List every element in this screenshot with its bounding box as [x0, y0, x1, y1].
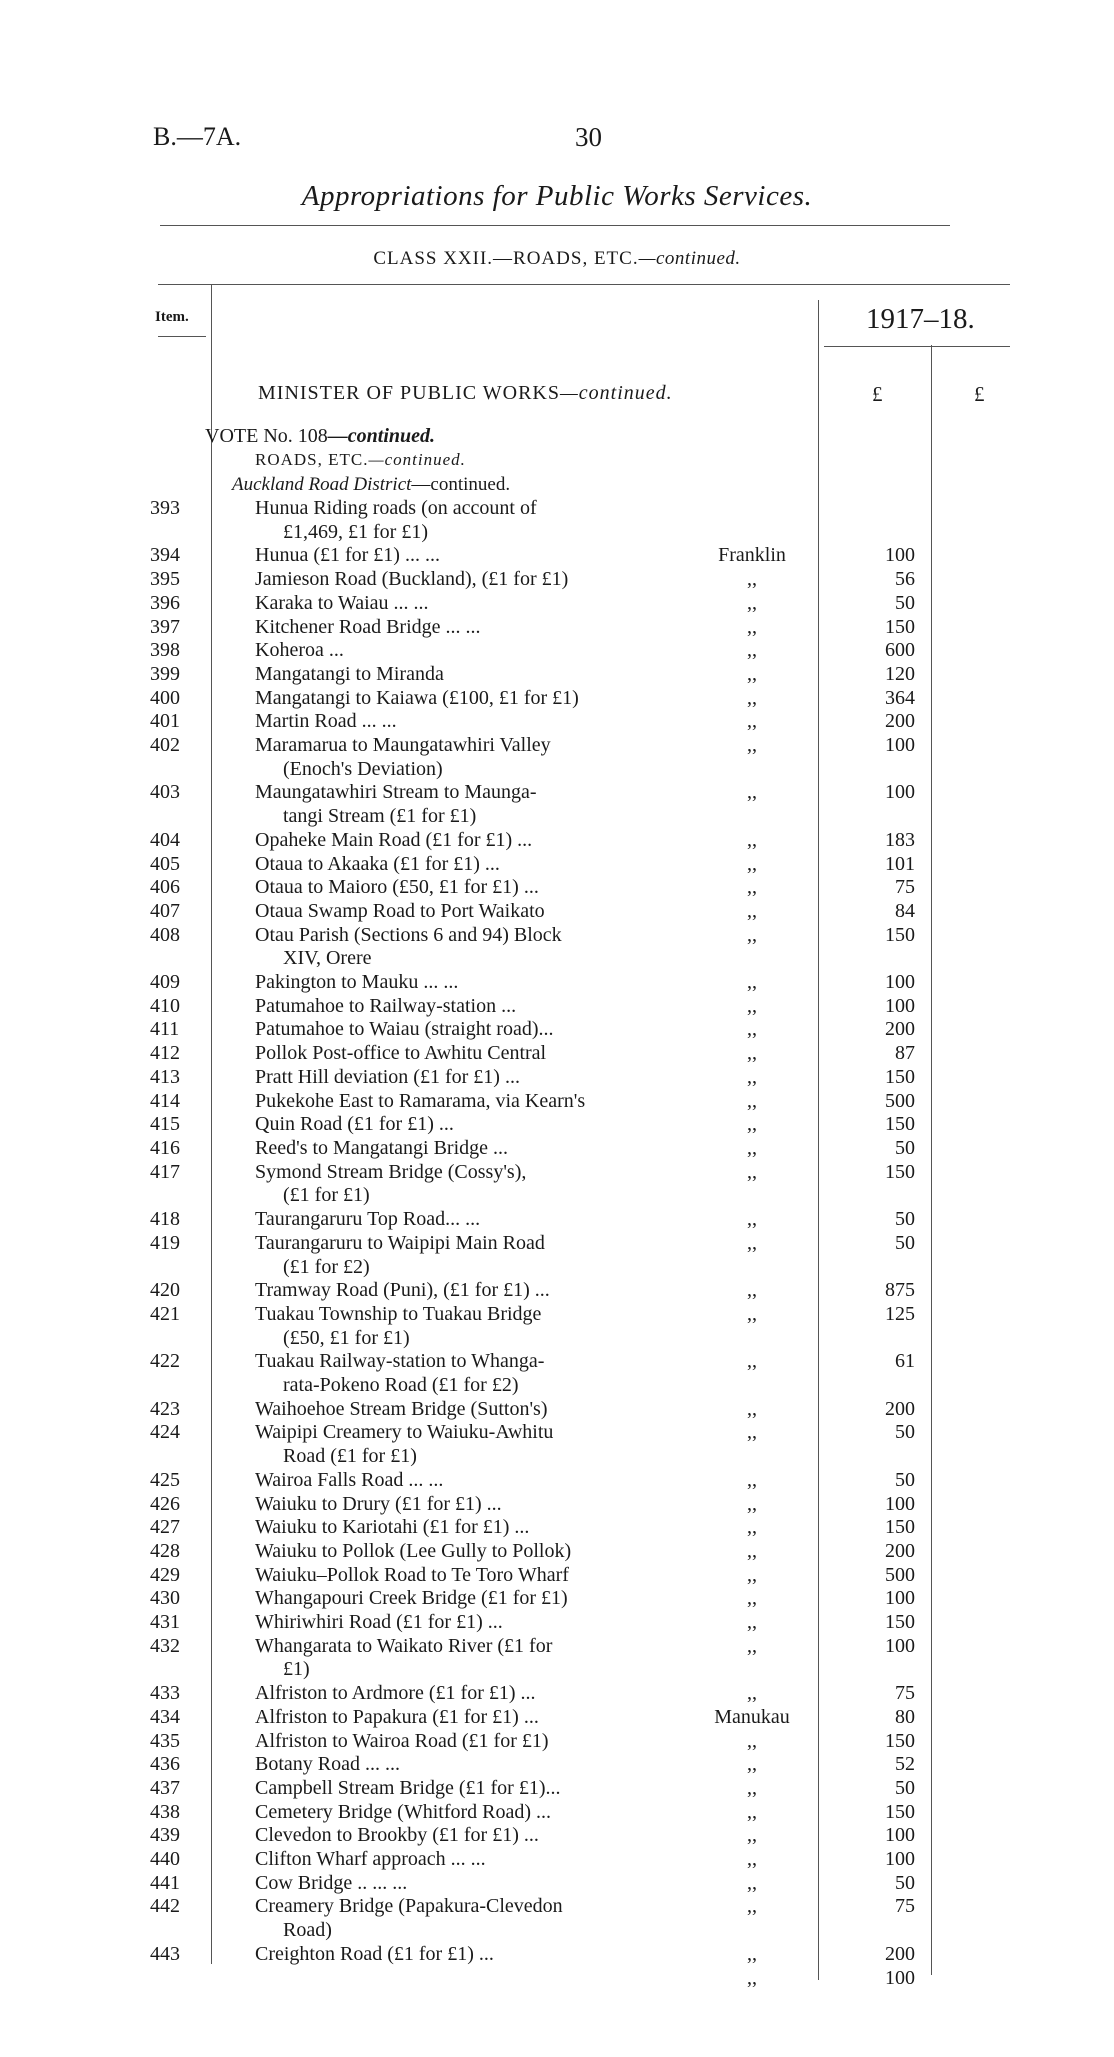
item-number: 410: [150, 994, 180, 1017]
description-line-1: Pollok Post-office to Awhitu Central: [255, 1042, 547, 1065]
description-line-1: Clevedon to Brookby (£1 for £1) ...: [255, 1824, 539, 1847]
item-locality: ,,: [747, 828, 757, 851]
rule-year-under: [824, 346, 1010, 347]
item-number: 443: [150, 1942, 180, 1965]
item-number: 404: [150, 828, 180, 851]
item-locality: ,,: [747, 1492, 757, 1515]
description-line-1: Patumahoe to Waiau (straight road)...: [255, 1018, 554, 1041]
item-locality: ,,: [747, 1539, 757, 1562]
description-line-2: Road (£1 for £1): [283, 1445, 417, 1468]
item-locality: ,,: [747, 1563, 757, 1586]
description-line-1: Waiuku to Kariotahi (£1 for £1) ...: [255, 1516, 530, 1539]
item-description: [255, 995, 665, 1019]
item-number: 420: [150, 1279, 180, 1302]
roads-heading: [255, 450, 466, 470]
description-line-1: Maungatawhiri Stream to Maunga-: [255, 781, 537, 804]
item-locality: ,,: [747, 1089, 757, 1112]
minister-heading-continued: —continued.: [560, 382, 673, 404]
item-number: 406: [150, 876, 180, 899]
item-locality: ,,: [747, 1208, 757, 1231]
pound-header-1: £: [872, 382, 883, 406]
description-line-1: Karaka to Waiau ... ...: [255, 591, 429, 614]
item-number: 423: [150, 1397, 180, 1420]
item-locality: ,,: [747, 876, 757, 899]
description-line-1: Whiriwhiri Road (£1 for £1) ...: [255, 1611, 503, 1634]
item-description: [255, 1137, 665, 1161]
description-line-1: Creamery Bridge (Papakura-Clevedon: [255, 1895, 563, 1918]
description-line-1: Tuakau Railway-station to Whanga-: [255, 1350, 545, 1373]
item-description: [255, 1848, 665, 1872]
item-number: 402: [150, 734, 180, 757]
description-line-1: Campbell Stream Bridge (£1 for £1)...: [255, 1776, 561, 1799]
item-locality: ,,: [747, 1397, 757, 1420]
item-number: 441: [150, 1871, 180, 1894]
item-number: 398: [150, 639, 180, 662]
item-number: 431: [150, 1611, 180, 1634]
item-number: 408: [150, 923, 180, 946]
item-number: 429: [150, 1563, 180, 1586]
item-locality: ,,: [747, 1231, 757, 1254]
item-description: [255, 1872, 665, 1896]
rule-header-top: [158, 284, 1010, 285]
item-locality: ,,: [747, 1895, 757, 1918]
description-line-1: Maramarua to Maungatawhiri Valley: [255, 734, 551, 757]
item-description: [255, 1161, 665, 1208]
item-locality: Manukau: [714, 1705, 790, 1728]
item-number: 419: [150, 1231, 180, 1254]
item-amount: 100: [885, 1824, 915, 1847]
description-line-1: Mangatangi to Miranda: [255, 662, 444, 685]
description-line-1: Tramway Road (Puni), (£1 for £1) ...: [255, 1279, 550, 1302]
description-line-1: Creighton Road (£1 for £1) ...: [255, 1942, 494, 1965]
item-description: [255, 1730, 665, 1754]
vote-heading-text: VOTE No. 108: [205, 425, 328, 447]
item-amount: 150: [885, 615, 915, 638]
item-locality: ,,: [747, 1516, 757, 1539]
item-description: [255, 1090, 665, 1114]
description-line-1: Pakington to Mauku ... ...: [255, 971, 459, 994]
item-description: [255, 1018, 665, 1042]
item-description: [255, 876, 665, 900]
item-number: 442: [150, 1895, 180, 1918]
item-locality: ,,: [747, 568, 757, 591]
item-amount: 50: [895, 1208, 915, 1231]
item-description: [255, 544, 665, 568]
description-line-1: Alfriston to Wairoa Road (£1 for £1): [255, 1729, 549, 1752]
item-description: [255, 1706, 665, 1730]
description-line-1: Otaua to Maioro (£50, £1 for £1) ...: [255, 876, 539, 899]
description-line-1: Symond Stream Bridge (Cossy's),: [255, 1160, 527, 1183]
item-number: 432: [150, 1634, 180, 1657]
item-amount: 150: [885, 1160, 915, 1183]
description-line-1: Waihoehoe Stream Bridge (Sutton's): [255, 1397, 548, 1420]
item-locality: ,,: [747, 852, 757, 875]
item-locality: ,,: [747, 1302, 757, 1325]
item-description: [255, 734, 665, 781]
item-amount: 100: [885, 734, 915, 757]
description-line-1: Whangapouri Creek Bridge (£1 for £1): [255, 1587, 568, 1610]
description-line-2: rata-Pokeno Road (£1 for £2): [283, 1374, 519, 1397]
item-amount: 200: [885, 1397, 915, 1420]
item-amount: 87: [895, 1042, 915, 1065]
item-description: [255, 1398, 665, 1422]
item-description: [255, 1635, 665, 1682]
item-locality: ,,: [747, 1421, 757, 1444]
item-description: [255, 1469, 665, 1493]
item-description: [255, 1113, 665, 1137]
description-line-1: Alfriston to Ardmore (£1 for £1) ...: [255, 1682, 536, 1705]
description-line-1: Waiuku–Pollok Road to Te Toro Wharf: [255, 1563, 569, 1586]
item-amount: 100: [885, 544, 915, 567]
item-number: 401: [150, 710, 180, 733]
description-line-2: (£1 for £2): [283, 1255, 370, 1278]
item-amount: 150: [885, 1516, 915, 1539]
item-description: [255, 829, 665, 853]
vote-heading-continued: —continued.: [327, 425, 436, 447]
description-line-1: Cow Bridge .. ... ...: [255, 1871, 408, 1894]
item-amount: 200: [885, 1539, 915, 1562]
item-description: [255, 1682, 665, 1706]
item-description: [255, 568, 665, 592]
item-amount: 200: [885, 1018, 915, 1041]
description-line-1: Tuakau Township to Tuakau Bridge: [255, 1302, 542, 1325]
description-line-1: Taurangaruru Top Road... ...: [255, 1208, 481, 1231]
item-amount: 150: [885, 1113, 915, 1136]
item-description: [255, 592, 665, 616]
item-number: 403: [150, 781, 180, 804]
year-column-header: 1917–18.: [866, 303, 975, 335]
item-amount: 80: [895, 1705, 915, 1728]
item-locality: ,,: [747, 1160, 757, 1183]
item-locality: ,,: [747, 1848, 757, 1871]
description-line-1: Waipipi Creamery to Waiuku-Awhitu: [255, 1421, 554, 1444]
description-line-1: Martin Road ... ...: [255, 710, 397, 733]
description-line-1: Waiuku to Pollok (Lee Gully to Pollok): [255, 1539, 572, 1562]
item-number: 440: [150, 1848, 180, 1871]
item-description: [255, 1753, 665, 1777]
item-amount: 500: [885, 1563, 915, 1586]
item-locality: ,,: [747, 591, 757, 614]
item-description: [255, 1824, 665, 1848]
description-line-1: Koheroa ...: [255, 639, 344, 662]
item-amount: 100: [885, 1966, 915, 1989]
item-number: 395: [150, 568, 180, 591]
item-locality: ,,: [747, 686, 757, 709]
item-number: 416: [150, 1136, 180, 1159]
item-locality: ,,: [747, 1776, 757, 1799]
item-locality: ,,: [747, 781, 757, 804]
item-description: [255, 1516, 665, 1540]
item-description: [255, 663, 665, 687]
description-line-2: £1,469, £1 for £1): [283, 520, 428, 543]
item-amount: 52: [895, 1753, 915, 1776]
description-line-2: (£1 for £1): [283, 1184, 370, 1207]
item-description: [255, 971, 665, 995]
item-number: 399: [150, 662, 180, 685]
item-number: 412: [150, 1042, 180, 1065]
item-locality: ,,: [747, 615, 757, 638]
item-description: [255, 1895, 665, 1942]
description-line-1: Cemetery Bridge (Whitford Road) ...: [255, 1800, 552, 1823]
item-description: [255, 853, 665, 877]
item-locality: ,,: [747, 710, 757, 733]
item-locality: Franklin: [718, 544, 786, 567]
item-number: 427: [150, 1516, 180, 1539]
item-number: 435: [150, 1729, 180, 1752]
description-line-1: Jamieson Road (Buckland), (£1 for £1): [255, 568, 569, 591]
item-description: [255, 1279, 665, 1303]
item-description: [255, 1493, 665, 1517]
item-amount: 150: [885, 923, 915, 946]
item-number: 400: [150, 686, 180, 709]
item-locality: ,,: [747, 639, 757, 662]
item-amount: 150: [885, 1729, 915, 1752]
minister-heading: [258, 382, 673, 405]
item-description: [255, 1303, 665, 1350]
rule-top: [160, 225, 950, 226]
item-number: 415: [150, 1113, 180, 1136]
item-description: [255, 1421, 665, 1468]
description-line-1: Pratt Hill deviation (£1 for £1) ...: [255, 1065, 520, 1088]
description-line-1: Mangatangi to Kaiawa (£100, £1 for £1): [255, 686, 579, 709]
item-locality: ,,: [747, 1824, 757, 1847]
item-amount: 100: [885, 1848, 915, 1871]
item-locality: ,,: [747, 1136, 757, 1159]
item-description: [255, 687, 665, 711]
item-description: [255, 497, 665, 544]
description-line-2: (Enoch's Deviation): [283, 757, 443, 780]
vote-heading: [205, 425, 435, 448]
item-locality: ,,: [747, 1065, 757, 1088]
item-number: 433: [150, 1682, 180, 1705]
item-description: [255, 1540, 665, 1564]
appropriations-table: [0, 497, 1114, 1989]
item-locality: ,,: [747, 734, 757, 757]
item-number: 405: [150, 852, 180, 875]
item-amount: 50: [895, 1871, 915, 1894]
description-line-2: (£50, £1 for £1): [283, 1326, 410, 1349]
item-locality: ,,: [747, 1942, 757, 1965]
item-amount: 75: [895, 876, 915, 899]
item-description: [255, 639, 665, 663]
item-number: 437: [150, 1776, 180, 1799]
description-line-1: Patumahoe to Railway-station ...: [255, 994, 517, 1017]
item-locality: ,,: [747, 1113, 757, 1136]
item-number: 407: [150, 899, 180, 922]
item-number: 418: [150, 1208, 180, 1231]
description-line-1: Otaua to Akaaka (£1 for £1) ...: [255, 852, 500, 875]
item-amount: 101: [885, 852, 915, 875]
page-number: 30: [575, 122, 602, 152]
item-locality: ,,: [747, 1611, 757, 1634]
item-amount: 150: [885, 1611, 915, 1634]
item-amount: 84: [895, 899, 915, 922]
description-line-1: Hunua (£1 for £1) ... ...: [255, 544, 440, 567]
item-number: 438: [150, 1800, 180, 1823]
item-number: 411: [150, 1018, 180, 1041]
item-description: [255, 710, 665, 734]
item-number: 397: [150, 615, 180, 638]
item-number: 393: [150, 497, 180, 519]
item-amount: 61: [895, 1350, 915, 1373]
item-amount: 50: [895, 591, 915, 614]
description-line-1: Alfriston to Papakura (£1 for £1) ...: [255, 1705, 539, 1728]
district-heading-text: Auckland Road District: [232, 474, 412, 495]
item-locality: ,,: [747, 923, 757, 946]
item-amount: 50: [895, 1136, 915, 1159]
item-locality: ,,: [747, 1279, 757, 1302]
item-number: 426: [150, 1492, 180, 1515]
item-number: 422: [150, 1350, 180, 1373]
item-description: [255, 1611, 665, 1635]
item-description: [255, 1564, 665, 1588]
description-line-1: Pukekohe East to Ramarama, via Kearn's: [255, 1089, 586, 1112]
item-locality: ,,: [747, 1729, 757, 1752]
description-line-2: £1): [283, 1658, 310, 1681]
item-amount: 875: [885, 1279, 915, 1302]
description-line-1: Waiuku to Drury (£1 for £1) ...: [255, 1492, 502, 1515]
item-amount: 50: [895, 1776, 915, 1799]
item-column-header: Item.: [155, 309, 189, 325]
document-reference: B.—7A.: [153, 122, 242, 151]
item-amount: 100: [885, 994, 915, 1017]
item-amount: 56: [895, 568, 915, 591]
description-line-1: Opaheke Main Road (£1 for £1) ...: [255, 828, 533, 851]
item-amount: 600: [885, 639, 915, 662]
description-line-2: XIV, Orere: [283, 947, 372, 970]
description-line-1: Taurangaruru to Waipipi Main Road: [255, 1231, 545, 1254]
item-number: 436: [150, 1753, 180, 1776]
description-line-1: Wairoa Falls Road ... ...: [255, 1468, 444, 1491]
item-locality: ,,: [747, 994, 757, 1017]
item-number: 414: [150, 1089, 180, 1112]
item-amount: 200: [885, 1942, 915, 1965]
district-heading-continued: —continued.: [411, 474, 511, 495]
item-amount: 100: [885, 971, 915, 994]
item-number: 413: [150, 1065, 180, 1088]
item-number: 396: [150, 591, 180, 614]
item-amount: 200: [885, 710, 915, 733]
description-line-1: Clifton Wharf approach ... ...: [255, 1848, 486, 1871]
description-line-1: Reed's to Mangatangi Bridge ...: [255, 1136, 508, 1159]
item-amount: 100: [885, 1492, 915, 1515]
item-description: [255, 1943, 665, 1967]
item-locality: ,,: [747, 1966, 757, 1989]
roads-heading-continued: —continued.: [368, 450, 466, 469]
item-description: [255, 1801, 665, 1825]
item-amount: 150: [885, 1800, 915, 1823]
description-line-2: Road): [283, 1919, 332, 1942]
item-amount: 364: [885, 686, 915, 709]
description-line-1: Kitchener Road Bridge ... ...: [255, 615, 481, 638]
item-locality: ,,: [747, 1587, 757, 1610]
item-amount: 150: [885, 1065, 915, 1088]
item-number: 421: [150, 1302, 180, 1325]
item-number: 439: [150, 1824, 180, 1847]
item-amount: 125: [885, 1302, 915, 1325]
item-description: [255, 924, 665, 971]
item-description: [255, 1042, 665, 1066]
class-heading-continued: —continued.: [638, 248, 741, 269]
item-amount: 50: [895, 1231, 915, 1254]
item-number: 424: [150, 1421, 180, 1444]
item-amount: 100: [885, 1587, 915, 1610]
item-description: [255, 1587, 665, 1611]
item-amount: 100: [885, 1634, 915, 1657]
rule-item-under: [158, 336, 206, 337]
item-number: 425: [150, 1468, 180, 1491]
item-description: [255, 781, 665, 828]
item-amount: 120: [885, 662, 915, 685]
item-number: 434: [150, 1705, 180, 1728]
item-locality: ,,: [747, 899, 757, 922]
item-locality: ,,: [747, 1042, 757, 1065]
pound-header-2: £: [974, 382, 985, 406]
item-number: 409: [150, 971, 180, 994]
item-locality: ,,: [747, 1800, 757, 1823]
description-line-2: tangi Stream (£1 for £1): [283, 805, 477, 828]
description-line-1: Quin Road (£1 for £1) ...: [255, 1113, 454, 1136]
item-amount: 75: [895, 1895, 915, 1918]
item-locality: ,,: [747, 971, 757, 994]
item-amount: 183: [885, 828, 915, 851]
item-description: [255, 1350, 665, 1397]
item-description: [255, 900, 665, 924]
item-locality: ,,: [747, 1468, 757, 1491]
roads-heading-text: ROADS, ETC.: [255, 450, 369, 469]
item-number: 394: [150, 544, 180, 567]
item-amount: 75: [895, 1682, 915, 1705]
item-description: [255, 1066, 665, 1090]
item-locality: ,,: [747, 662, 757, 685]
description-line-1: Botany Road ... ...: [255, 1753, 400, 1776]
district-heading: [232, 474, 510, 496]
table-row: [0, 1942, 1114, 1989]
item-description: [255, 1208, 665, 1232]
item-locality: ,,: [747, 1350, 757, 1373]
item-amount: 50: [895, 1468, 915, 1491]
item-locality: ,,: [747, 1018, 757, 1041]
item-amount: 500: [885, 1089, 915, 1112]
description-line-1: Hunua Riding roads (on account of: [255, 497, 537, 519]
item-locality: ,,: [747, 1682, 757, 1705]
item-description: [255, 616, 665, 640]
minister-heading-text: MINISTER OF PUBLIC WORKS: [258, 382, 560, 404]
item-locality: ,,: [747, 1871, 757, 1894]
item-amount: 100: [885, 781, 915, 804]
item-amount: 50: [895, 1421, 915, 1444]
item-locality: ,,: [747, 1634, 757, 1657]
item-number: 417: [150, 1160, 180, 1183]
class-heading-text: CLASS XXII.—ROADS, ETC.: [373, 248, 639, 269]
item-number: 430: [150, 1587, 180, 1610]
description-line-1: Otaua Swamp Road to Port Waikato: [255, 899, 545, 922]
description-line-1: Whangarata to Waikato River (£1 for: [255, 1634, 553, 1657]
item-description: [255, 1232, 665, 1279]
class-heading: [0, 248, 1114, 270]
item-number: 428: [150, 1539, 180, 1562]
item-description: [255, 1777, 665, 1801]
description-line-1: Otau Parish (Sections 6 and 94) Block: [255, 923, 562, 946]
item-locality: ,,: [747, 1753, 757, 1776]
page-title: Appropriations for Public Works Services.: [301, 180, 813, 212]
